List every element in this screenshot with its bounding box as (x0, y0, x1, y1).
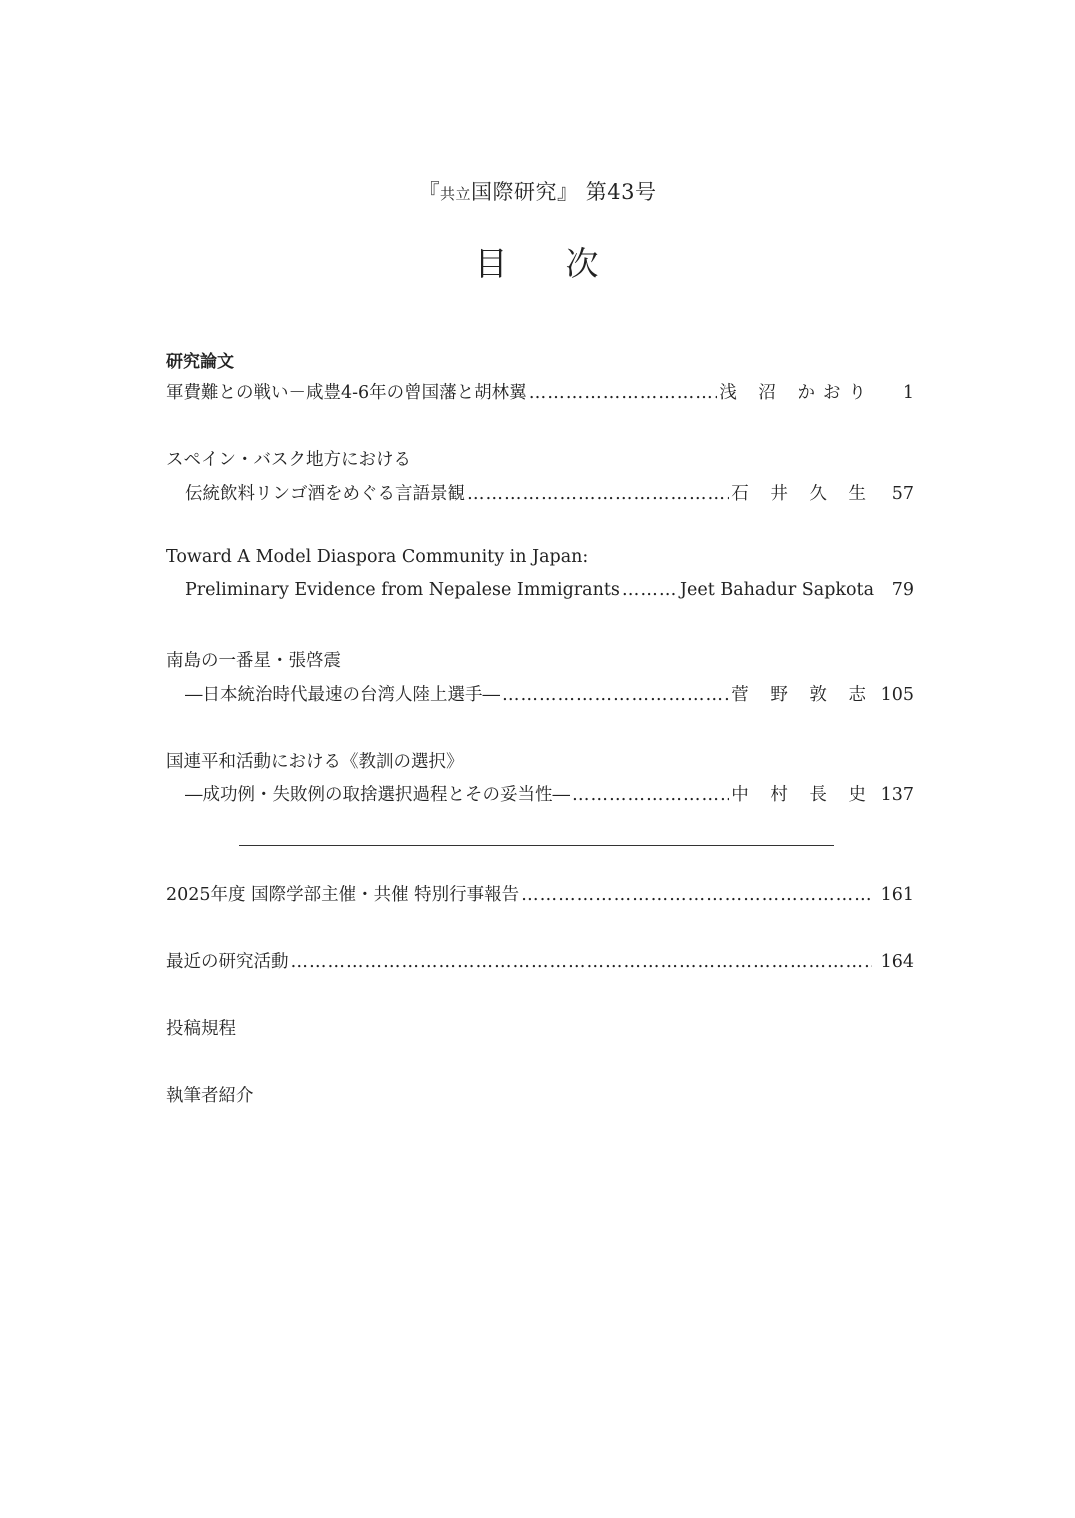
toc-entry-title-line1: Toward A Model Diaspora Community in Japan: (166, 547, 589, 567)
toc-entry-title: Preliminary Evidence from Nepalese Immigrants (185, 580, 620, 600)
toc-entry-author: 石 井 久 生 (731, 484, 874, 504)
toc-entry-page: 57 (891, 484, 914, 504)
toc-entry-title: 2025年度 国際学部主催・共催 特別行事報告 (166, 885, 520, 905)
toc-entry-submission-rules[interactable]: 投稿規程 (166, 1019, 236, 1039)
toc-entry[interactable] (185, 781, 914, 805)
toc-entry[interactable] (166, 379, 914, 403)
header-small-prefix: 共立 (440, 185, 472, 203)
dot-leader (467, 484, 729, 504)
dot-leader (521, 885, 872, 905)
toc-entry-page: 1 (902, 383, 914, 403)
dot-leader (622, 580, 678, 600)
toc-entry[interactable] (185, 480, 914, 504)
toc-entry-author: 中 村 長 史 (731, 785, 874, 805)
header-open-bracket: 『 (418, 180, 441, 204)
toc-entry-page: 164 (880, 952, 914, 972)
toc-entry-page: 137 (880, 785, 914, 805)
toc-entry-page: 79 (891, 580, 914, 600)
title-right-char: 次 (565, 244, 601, 283)
toc-entry-title: ―成功例・失敗例の取捨選択過程とその妥当性― (185, 785, 570, 805)
dot-leader (502, 685, 729, 705)
toc-entry-contributors[interactable]: 執筆者紹介 (166, 1086, 254, 1106)
toc-entry-title: 最近の研究活動 (166, 952, 289, 972)
journal-header (0, 176, 1075, 206)
header-journal-title: 国際研究』 第43号 (471, 180, 657, 204)
toc-entry-author: 浅 沼 かおり (719, 383, 874, 403)
page-title (0, 238, 1075, 285)
toc-entry-title: 軍費難との戦い－咸豊4-6年の曾国藩と胡林翼 (166, 383, 527, 403)
dot-leader (572, 785, 729, 805)
toc-entry[interactable] (166, 948, 914, 972)
section-heading: 研究論文 (166, 352, 234, 372)
toc-entry-title: 伝統飲料リンゴ酒をめぐる言語景観 (185, 484, 465, 504)
toc-entry-author: 菅 野 敦 志 (731, 685, 874, 705)
title-left-char: 目 (474, 244, 510, 283)
toc-entry-title-line1: 国連平和活動における《教訓の選択》 (166, 752, 464, 772)
toc-entry[interactable] (185, 580, 914, 604)
toc-entry-page: 161 (880, 885, 914, 905)
toc-entry-page: 105 (880, 685, 914, 705)
toc-entry-title-line1: スペイン・バスク地方における (166, 450, 411, 470)
section-divider (239, 845, 834, 846)
dot-leader (291, 952, 873, 972)
toc-entry-title: ―日本統治時代最速の台湾人陸上選手― (185, 685, 500, 705)
toc-entry-author: Jeet Bahadur Sapkota (680, 580, 874, 600)
dot-leader (529, 383, 718, 403)
toc-entry[interactable] (166, 881, 914, 905)
toc-entry[interactable] (185, 681, 914, 705)
toc-entry-title-line1: 南島の一番星・張啓震 (166, 651, 341, 671)
